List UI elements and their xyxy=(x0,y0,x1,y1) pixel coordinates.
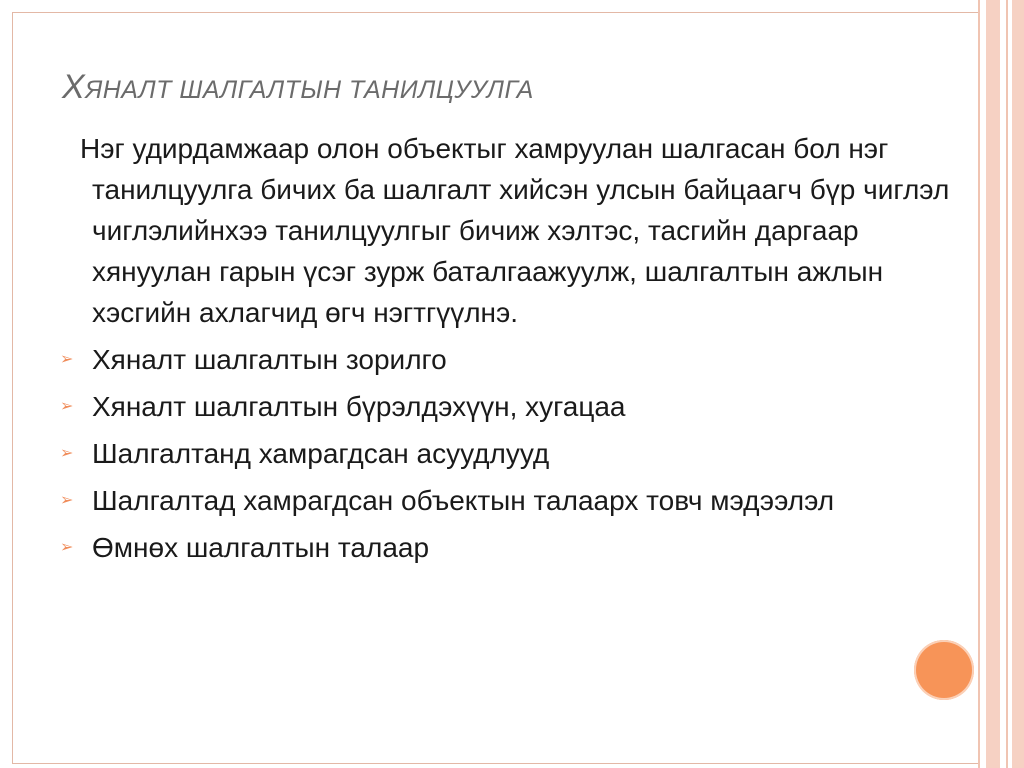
bullet-text: Шалгалтад хамрагдсан объектын талаарх товч мэдээлэл xyxy=(92,485,835,516)
bullet-text: Хяналт шалгалтын бүрэлдэхүүн, хугацаа xyxy=(92,391,626,422)
bullet-text: Шалгалтанд хамрагдсан асуудлууд xyxy=(92,438,550,469)
bullet-item xyxy=(60,433,960,474)
slide-title xyxy=(62,68,534,107)
chevron-right-icon: ➢ xyxy=(60,351,74,368)
chevron-right-icon: ➢ xyxy=(60,445,74,462)
slide-title-initial: Х xyxy=(62,68,86,106)
bullet-item xyxy=(60,527,960,568)
bullet-item xyxy=(60,339,960,380)
bullet-item xyxy=(60,386,960,427)
slide-title-rest: ЯНАЛТ ШАЛГАЛТЫН ТАНИЛЦУУЛГА xyxy=(85,76,534,104)
chevron-right-icon: ➢ xyxy=(60,398,74,415)
bullet-item xyxy=(60,480,960,521)
slide-body xyxy=(60,128,960,568)
decorative-stripe xyxy=(986,0,1000,768)
decorative-stripe xyxy=(978,0,980,768)
chevron-right-icon: ➢ xyxy=(60,539,74,556)
decorative-circle xyxy=(914,640,974,700)
bullet-list xyxy=(60,339,960,568)
bullet-text: Өмнөх шалгалтын талаар xyxy=(92,532,430,563)
decorative-stripe xyxy=(1006,0,1008,768)
bullet-text: Хяналт шалгалтын зорилго xyxy=(92,344,447,375)
intro-paragraph: Нэг удирдамжаар олон объектыг хамруулан шалгасан бол нэг танилцуулга бичих ба шалгалт хийсэн улсын байцаагч бүр чиглэл чиглэлийнхээ танилцуулгыг бичиж хэлтэс, тасгийн даргаар хянуулан гарын үсэг зурж баталгаажуулж, шалгалтын ажлын хэсгийн ахлагчид өгч нэгтгүүлнэ. xyxy=(80,133,950,328)
chevron-right-icon: ➢ xyxy=(60,492,74,509)
decorative-stripe xyxy=(1012,0,1024,768)
